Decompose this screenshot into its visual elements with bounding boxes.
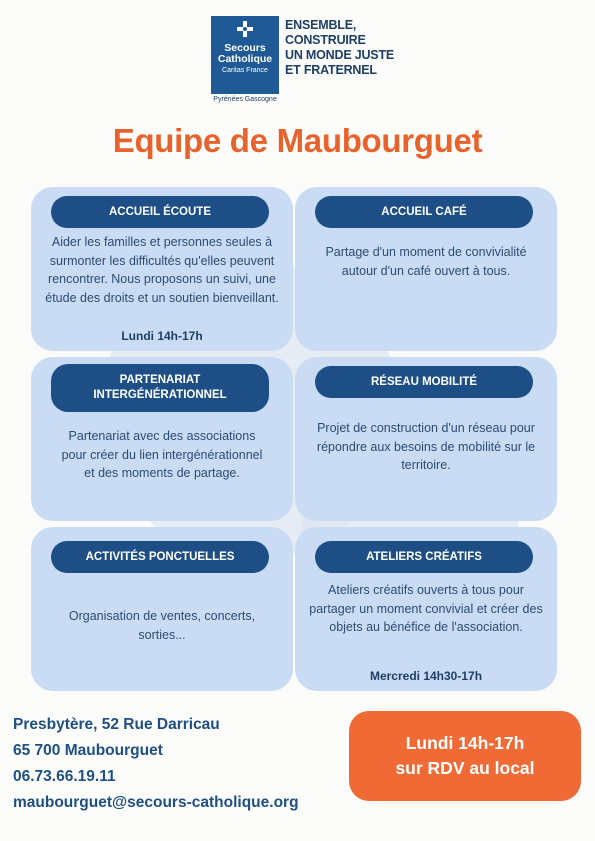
slogan-line: ET FRATERNEL [285, 63, 377, 77]
slogan-line: UN MONDE JUSTE [285, 48, 395, 62]
card-heading: ATELIERS CRÉATIFS [315, 541, 533, 573]
opening-hours-line: sur RDV au local [395, 758, 535, 778]
card-description: Organisation de ventes, concerts, sorties... [68, 609, 256, 642]
logo-text-caritas: Caritas France [222, 67, 268, 74]
card-description: Aider les familles et personnes seules à surmonter les difficultés qu'elles peuvent rencontrer. Nous proposons un suivi, une étude des droits et un soutien bienveillant. [45, 235, 279, 305]
card-accueil-cafe [295, 187, 557, 351]
card-description: Partenariat avec des associations pour créer du lien intergénérationnel et des moments de partage. [61, 429, 263, 480]
card-heading: ACTIVITÉS PONCTUELLES [51, 541, 269, 573]
card-heading [51, 364, 269, 412]
card-partenariat [31, 357, 293, 521]
card-accueil-ecoute [31, 187, 293, 351]
cross-icon [237, 21, 253, 37]
card-heading-line: INTERGÉNÉRATIONNEL [93, 389, 227, 401]
slogan-line: ENSEMBLE, [285, 18, 357, 32]
card-hours: Mercredi 14h30-17h [369, 669, 483, 683]
card-heading: ACCUEIL CAFÉ [315, 196, 533, 228]
opening-hours-line: Lundi 14h-17h [405, 733, 525, 753]
phone-number[interactable]: 06.73.66.19.11 [13, 768, 116, 785]
card-activites-ponctuelles [31, 527, 293, 691]
card-ateliers-creatifs [295, 527, 557, 691]
card-reseau-mobilite [295, 357, 557, 521]
card-description: Projet de construction d'un réseau pour répondre aux besoins de mobilité sur le territoire. [316, 421, 536, 472]
secours-catholique-logo [211, 16, 279, 94]
logo-text-catholique: Catholique [217, 53, 273, 65]
card-heading: ACCUEIL ÉCOUTE [51, 196, 269, 228]
opening-hours-box [349, 711, 581, 801]
slogan-line: CONSTRUIRE [285, 33, 366, 47]
logo-text-secours: Secours [224, 42, 266, 54]
card-description: Ateliers créatifs ouverts à tous pour partager un moment convivial et créer des objets au bénéfice de l'association. [309, 583, 543, 634]
logo-subtitle: Pyrénées Gascogne [213, 96, 277, 103]
slogan [285, 18, 405, 78]
contact-block [13, 712, 353, 816]
card-description: Partage d'un moment de convivialité autour d'un café ouvert à tous. [325, 245, 527, 278]
card-heading-line: PARTENARIAT [119, 374, 201, 386]
address-line: Presbytère, 52 Rue Darricau [13, 716, 220, 733]
card-heading: RÉSEAU MOBILITÉ [315, 366, 533, 398]
card-hours: Lundi 14h-17h [121, 329, 203, 343]
page-title: Equipe de Maubourguet [112, 122, 483, 159]
email-link[interactable]: maubourguet@secours-catholique.org [13, 794, 299, 811]
postal-line: 65 700 Maubourguet [13, 742, 163, 759]
